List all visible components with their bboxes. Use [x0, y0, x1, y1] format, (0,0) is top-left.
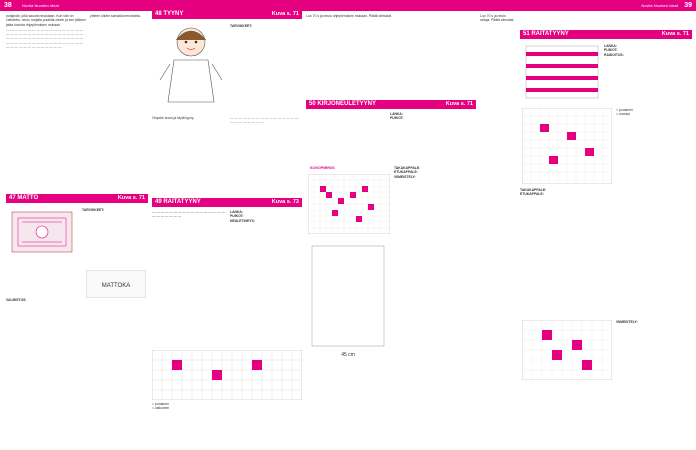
section-51-legend-3: = oranssi — [616, 112, 630, 117]
section-47-instructions — [6, 298, 148, 438]
matto-motif-chart — [86, 270, 146, 298]
right-running-title: Novita Nuorten Ideat — [641, 3, 678, 8]
column-3-text — [152, 116, 226, 196]
section-51-puikot-label: PUIKOT: — [604, 48, 618, 53]
section-50-instructions — [394, 166, 476, 436]
section-47-materials — [82, 208, 148, 268]
col3b-filler: — — — — — — — — — — — — — — — — — — — — — — — — — [230, 116, 299, 125]
section-51-heading — [520, 30, 692, 39]
right-page-number: 39 — [684, 2, 692, 9]
section-50-takakappale-label: TAKAKAPPALE: — [394, 166, 421, 170]
section-50-lanka-label: LANKA: — [390, 112, 403, 116]
kuviopiirros-label: KUVIOPIIRROS — [310, 166, 335, 170]
section-51-legend — [616, 108, 692, 148]
section-51-instructions-a — [520, 188, 692, 268]
section-51-legend-1: = punainen — [616, 108, 633, 112]
column-4-text — [306, 14, 476, 98]
section-50-title: 50 KIRJONEULETYYNY — [309, 101, 377, 107]
section-50-materials — [390, 112, 476, 162]
section-49-title: 49 RAITATYYNY — [155, 199, 201, 205]
section-48-kuva: Kuva s. 71 — [271, 11, 299, 17]
section-47-tarvikkeet-label: TARVIKKEET: — [82, 208, 105, 212]
section-51-chart — [522, 108, 612, 184]
section-47-valmistus-label: VALMISTUS: — [6, 298, 27, 302]
section-49-legend-2: = valkoinen — [152, 406, 170, 411]
col2-paragraph: yhteen oikein samalla kerroksella. — [90, 14, 141, 18]
section-51-lanka-label: LANKA: — [604, 44, 617, 48]
col3-paragraph: Ompele kuosi ja täytä tyyny. — [152, 116, 195, 120]
section-51-raidoitus-label: RAIDOITUS: — [604, 52, 624, 57]
section-50-motif-chart — [308, 174, 390, 234]
section-50-viimeistely-label: VIIMEISTELY: — [394, 174, 416, 179]
section-51-etukappale-label: ETUKAPPALE: — [520, 192, 544, 197]
col4-paragraph: Luo 70 s ja neulo ohjepiirroksen mukaan. Päätä silmukat. — [306, 14, 392, 18]
section-50-etukappale-label: ETUKAPPALE: — [394, 170, 418, 175]
section-51-motif-chart — [522, 320, 612, 380]
section-49-legend-1: = punainen — [152, 402, 169, 406]
section-50-cushion-sketch — [306, 240, 390, 360]
section-51-cushion-photo — [522, 42, 602, 102]
cushion-width-label: 45 cm — [341, 352, 355, 358]
section-51-title: 51 RAITATYYNY — [523, 31, 569, 37]
section-49-lanka-label: LANKA: — [230, 210, 243, 214]
section-51-instructions-b — [616, 320, 692, 440]
matto-motif-text: MATTOKA — [101, 283, 131, 289]
col1-filler: — — — — — — — — — — — — — — — — — — — — — — — — — — — — — — — — — — — — — — — — — — — — — — — — — — — — — — — — — — — — — — — — — — — — — — — — — — — — — — — — — — — — — — [6, 27, 84, 50]
section-49-materials — [230, 210, 302, 350]
section-49-puikot-label: PUIKOT: — [230, 214, 244, 219]
section-49-body — [152, 210, 226, 350]
section-51-takakappale-label: TAKAKAPPALE: — [520, 188, 547, 192]
section-47-heading — [6, 194, 148, 203]
section-48-materials — [230, 24, 302, 114]
section-48-tarvikkeet-label: TARVIKKEET: — [230, 24, 253, 28]
left-running-title: Novita Nuorten Ideat — [22, 3, 59, 8]
column-5-text — [480, 14, 516, 434]
section-49-kuva: Kuva s. 73 — [271, 199, 299, 205]
section-49-legend — [152, 402, 302, 442]
section-50-heading — [306, 100, 476, 109]
column-2-text — [90, 14, 150, 144]
section-51-viimeistely-label: VIIMEISTELY: — [616, 320, 638, 324]
col5-paragraph: Luo 70 s ja neulo raitoja. Päätä silmukat. — [480, 14, 515, 23]
section-49-filler: — — — — — — — — — — — — — — — — — — — — — — — — — [152, 210, 225, 219]
column-1-text — [6, 14, 86, 204]
section-47-kuva: Kuva s. 71 — [117, 195, 145, 201]
section-49-chart — [152, 350, 302, 400]
section-51-kuva: Kuva s. 71 — [661, 31, 689, 37]
section-48-heading — [152, 10, 302, 19]
section-47-title: 47 MATTO — [9, 195, 39, 201]
column-3b-text — [230, 116, 302, 196]
section-49-tiheys-label: NEULETIHEYS: — [230, 218, 255, 223]
page-header-bar — [0, 0, 696, 11]
matto-illustration — [8, 206, 78, 258]
section-50-puikot-label: PUIKOT: — [390, 116, 404, 121]
section-50-kuva: Kuva s. 71 — [445, 101, 473, 107]
col1-paragraph: pohjaväri, jolla sauvat neulotaan. Kun väri on vaihdettu, neulo nurjalla puolella oikein ja sen jälkeen jatka kuviota ohjepiirroksen mukaan. — [6, 14, 86, 27]
section-49-heading — [152, 198, 302, 207]
section-48-title: 48 TYYNY — [155, 11, 184, 17]
left-page-number: 38 — [4, 2, 12, 9]
section-51-materials — [604, 44, 692, 104]
doll-illustration — [156, 20, 226, 110]
